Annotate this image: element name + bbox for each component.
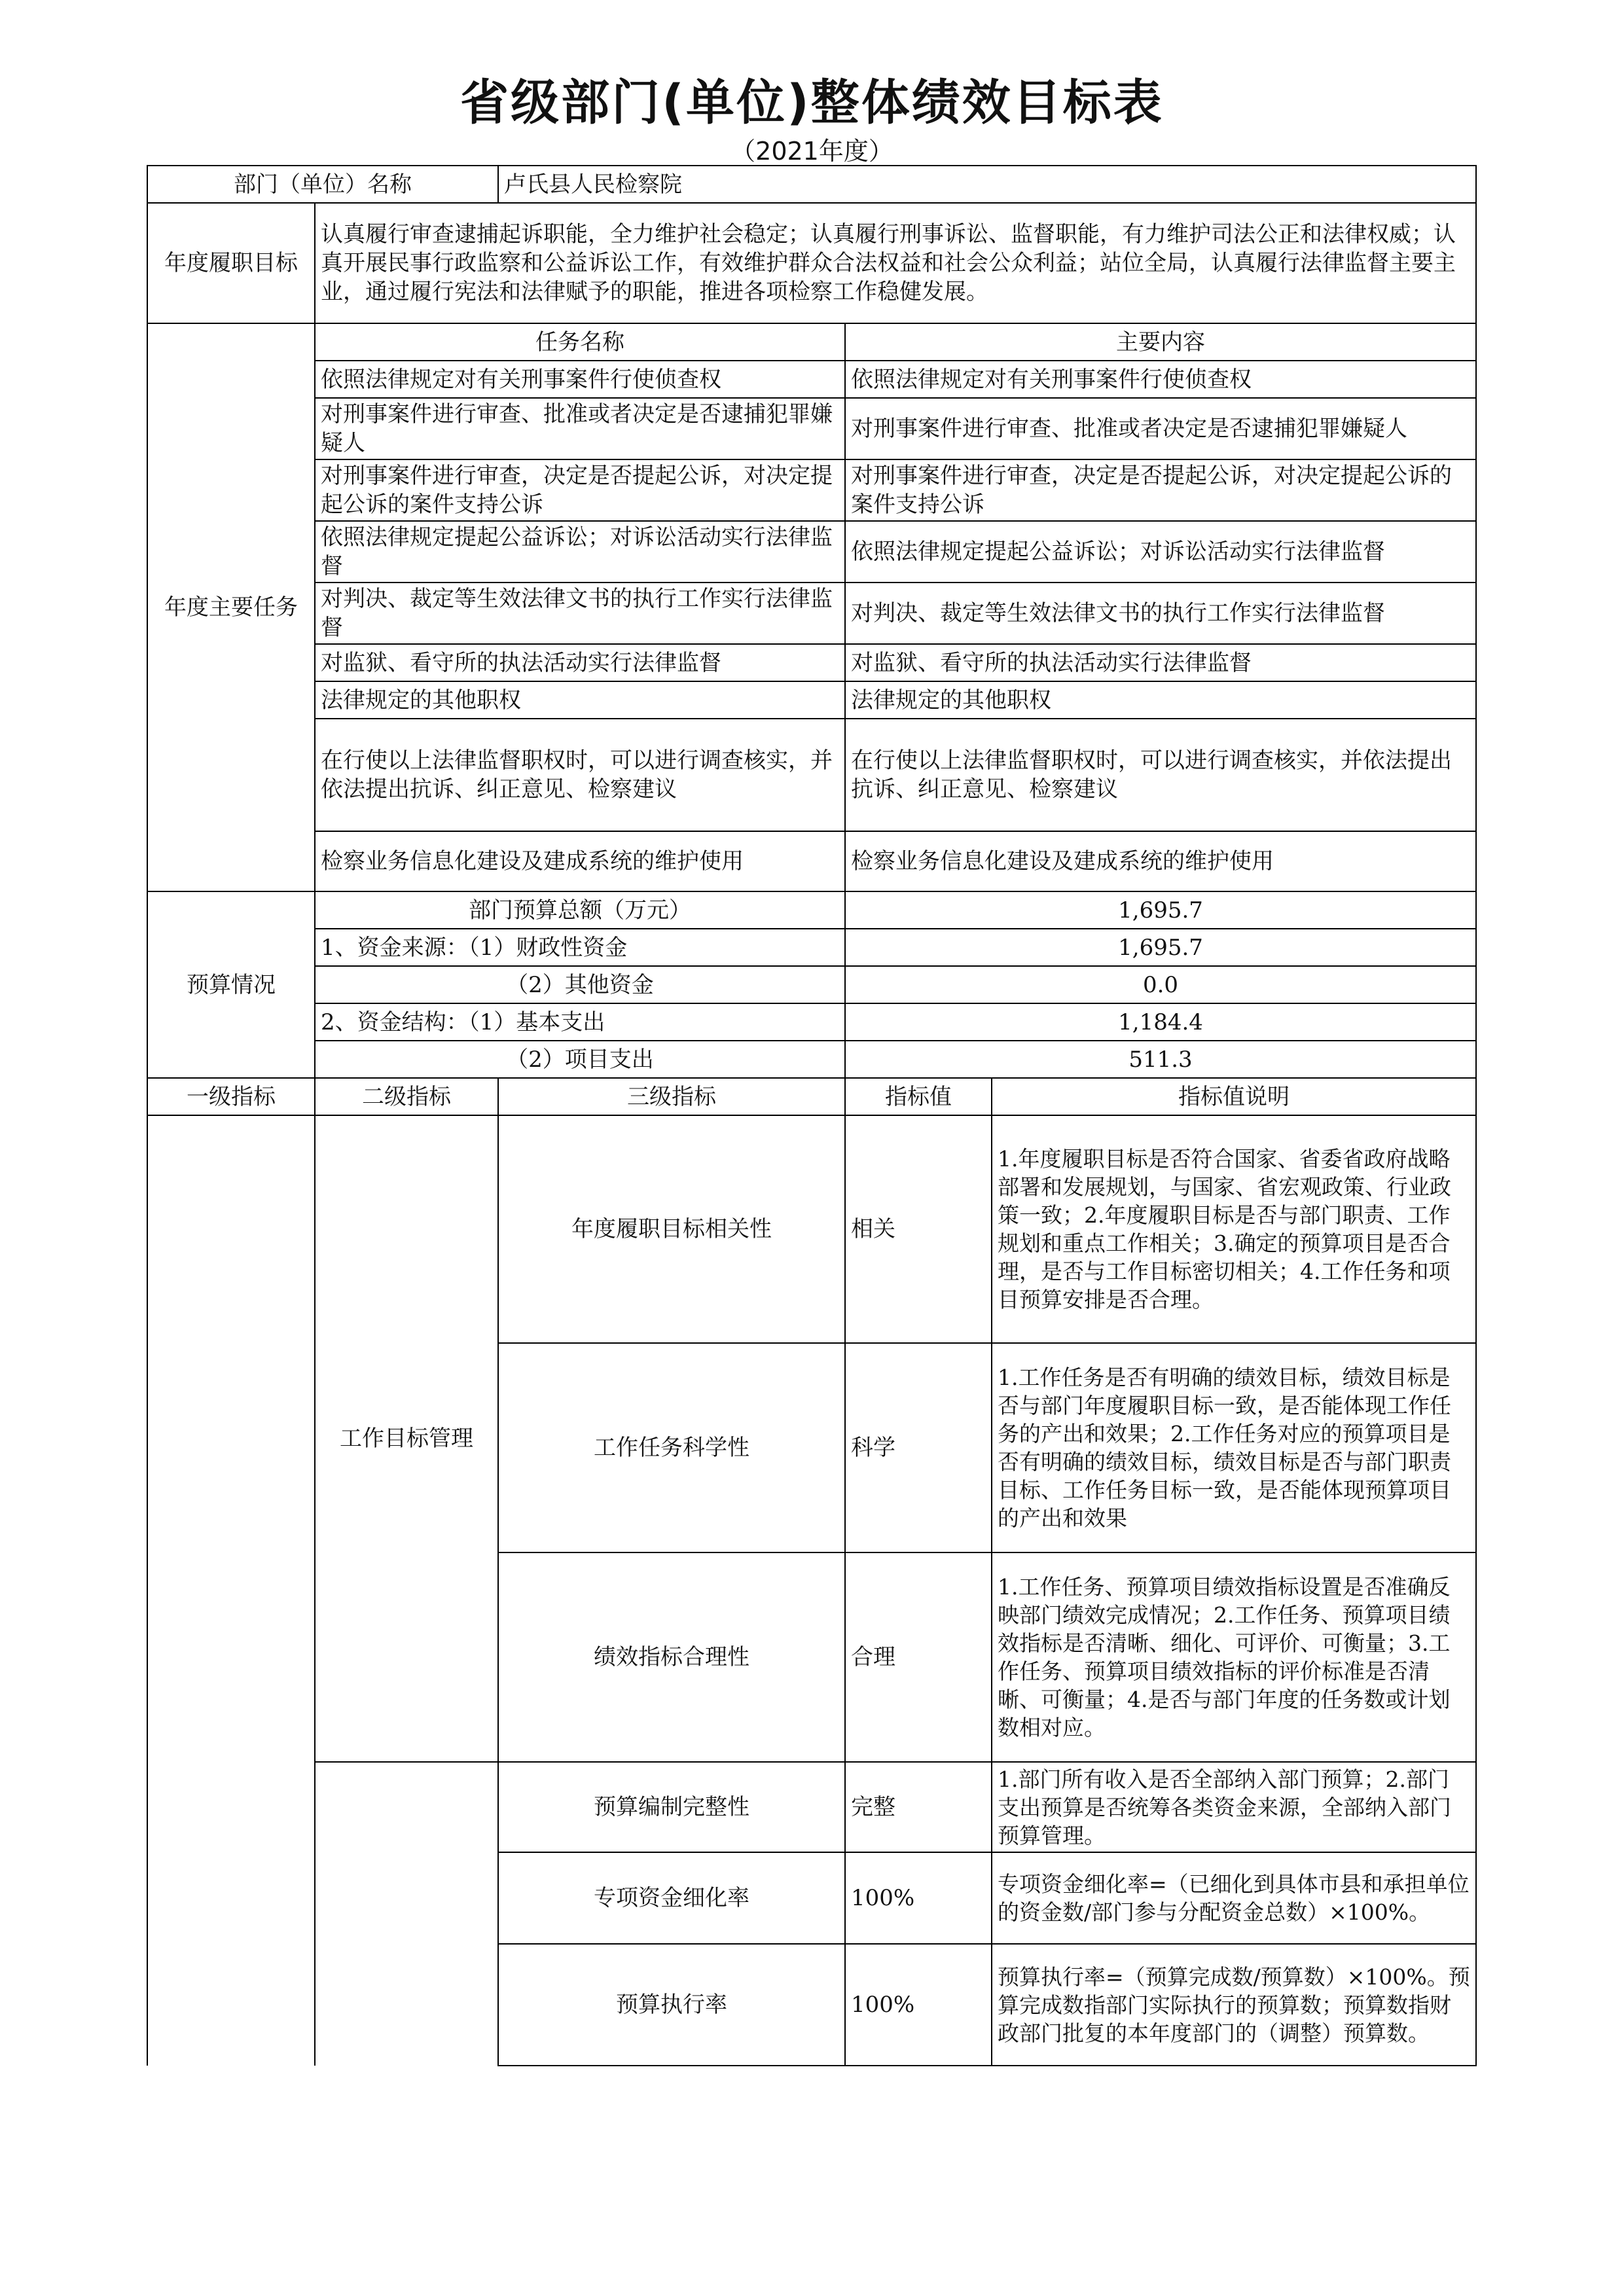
indicator-desc: 1.工作任务、预算项目绩效指标设置是否准确反映部门绩效完成情况；2.工作任务、预算项目绩效指标是否清晰、细化、可评价、可衡量；3.工作任务、预算项目绩效指标的评价标准是否清晰、可衡量；4.是否与部门年度的任务数或计划数相对应。: [992, 1552, 1476, 1762]
tasks-col-content: 主要内容: [845, 323, 1476, 361]
indicator-row: [147, 1762, 1476, 1852]
task-content: 在行使以上法律监督职权时，可以进行调查核实，并依法提出抗诉、纠正意见、检察建议: [845, 719, 1476, 831]
task-row: [147, 644, 1476, 681]
budget-row: [147, 1041, 1476, 1078]
level3-label: 专项资金细化率: [498, 1852, 845, 1944]
annual-goal-text: 认真履行审查逮捕起诉职能，全力维护社会稳定；认真履行刑事诉讼、监督职能，有力维护司法公正和法律权威；认真开展民事行政监察和公益诉讼工作，有效维护群众合法权益和社会公众利益；站位全局，认真履行法律监督主要主业，通过履行宪法和法律赋予的职能，推进各项检察工作稳健发展。: [315, 203, 1476, 323]
task-content: 检察业务信息化建设及建成系统的维护使用: [845, 831, 1476, 891]
task-row: [147, 719, 1476, 831]
header-level1: 一级指标: [147, 1078, 315, 1115]
indicator-value: 100%: [845, 1852, 992, 1944]
task-content: 对监狱、看守所的执法活动实行法律监督: [845, 644, 1476, 681]
task-content: 对判决、裁定等生效法律文书的执行工作实行法律监督: [845, 583, 1476, 644]
task-name: 检察业务信息化建设及建成系统的维护使用: [315, 831, 845, 891]
task-row: [147, 681, 1476, 719]
task-name: 对刑事案件进行审查、批准或者决定是否逮捕犯罪嫌疑人: [315, 398, 845, 459]
header-level2: 二级指标: [315, 1078, 498, 1115]
budget-row: [147, 891, 1476, 929]
dept-row: [147, 166, 1476, 203]
annual-goal-label: 年度履职目标: [147, 203, 315, 323]
task-row: [147, 583, 1476, 644]
level2-cell: [315, 1762, 498, 2066]
task-name: 依照法律规定提起公益诉讼；对诉讼活动实行法律监督: [315, 521, 845, 583]
budget-item-value: 1,695.7: [845, 891, 1476, 929]
page-subtitle: （2021年度）: [731, 137, 893, 166]
budget-row: [147, 929, 1476, 966]
task-content: 依照法律规定提起公益诉讼；对诉讼活动实行法律监督: [845, 521, 1476, 583]
budget-item-name: （2）项目支出: [315, 1041, 845, 1078]
budget-item-name: 部门预算总额（万元）: [315, 891, 845, 929]
budget-item-name: 2、资金结构：（1）基本支出: [315, 1003, 845, 1041]
indicator-value: 100%: [845, 1944, 992, 2066]
tasks-label: 年度主要任务: [147, 323, 315, 891]
budget-item-value: 1,184.4: [845, 1003, 1476, 1041]
header-level3: 三级指标: [498, 1078, 845, 1115]
header-desc: 指标值说明: [992, 1078, 1476, 1115]
budget-row: [147, 1003, 1476, 1041]
task-name: 法律规定的其他职权: [315, 681, 845, 719]
task-content: 对刑事案件进行审查、批准或者决定是否逮捕犯罪嫌疑人: [845, 398, 1476, 459]
dept-value: 卢氏县人民检察院: [498, 166, 1476, 203]
task-row: [147, 398, 1476, 459]
budget-row: [147, 966, 1476, 1003]
header-value: 指标值: [845, 1078, 992, 1115]
indicator-header-row: [147, 1078, 1476, 1115]
tasks-col-name: 任务名称: [315, 323, 845, 361]
indicator-row: [147, 1115, 1476, 1343]
task-row: [147, 831, 1476, 891]
task-name: 对刑事案件进行审查，决定是否提起公诉，对决定提起公诉的案件支持公诉: [315, 459, 845, 521]
task-name: 对判决、裁定等生效法律文书的执行工作实行法律监督: [315, 583, 845, 644]
task-name: 对监狱、看守所的执法活动实行法律监督: [315, 644, 845, 681]
budget-item-value: 0.0: [845, 966, 1476, 1003]
indicator-desc: 预算执行率=（预算完成数/预算数）×100%。预算完成数指部门实际执行的预算数；预算数指财政部门批复的本年度部门的（调整）预算数。: [992, 1944, 1476, 2066]
budget-label: 预算情况: [147, 891, 315, 1078]
level1-cell: [147, 1115, 315, 2066]
task-name: 依照法律规定对有关刑事案件行使侦查权: [315, 361, 845, 398]
indicator-value: 相关: [845, 1115, 992, 1343]
budget-item-value: 1,695.7: [845, 929, 1476, 966]
budget-item-value: 511.3: [845, 1041, 1476, 1078]
task-row: [147, 459, 1476, 521]
page-title: 省级部门(单位)整体绩效目标表: [460, 75, 1164, 131]
level2-label: 工作目标管理: [315, 1115, 498, 1762]
annual-goal-row: [147, 203, 1476, 323]
level3-label: 绩效指标合理性: [498, 1552, 845, 1762]
indicator-desc: 1.部门所有收入是否全部纳入部门预算；2.部门支出预算是否统筹各类资金来源，全部纳入部门预算管理。: [992, 1762, 1476, 1852]
budget-item-name: （2）其他资金: [315, 966, 845, 1003]
indicator-desc: 专项资金细化率=（已细化到具体市县和承担单位的资金数/部门参与分配资金总数）×100%。: [992, 1852, 1476, 1944]
indicator-value: 科学: [845, 1343, 992, 1552]
task-row: [147, 361, 1476, 398]
level3-label: 预算编制完整性: [498, 1762, 845, 1852]
task-content: 法律规定的其他职权: [845, 681, 1476, 719]
task-name: 在行使以上法律监督职权时，可以进行调查核实，并依法提出抗诉、纠正意见、检察建议: [315, 719, 845, 831]
indicator-desc: 1.工作任务是否有明确的绩效目标，绩效目标是否与部门年度履职目标一致，是否能体现工作任务的产出和效果；2.工作任务对应的预算项目是否有明确的绩效目标，绩效目标是否与部门职责目标、工作任务目标一致，是否能体现预算项目的产出和效果: [992, 1343, 1476, 1552]
performance-table: [147, 165, 1475, 2066]
indicator-value: 完整: [845, 1762, 992, 1852]
budget-item-name: 1、资金来源：（1）财政性资金: [315, 929, 845, 966]
level3-label: 预算执行率: [498, 1944, 845, 2066]
task-content: 依照法律规定对有关刑事案件行使侦查权: [845, 361, 1476, 398]
level3-label: 年度履职目标相关性: [498, 1115, 845, 1343]
dept-label: 部门（单位）名称: [147, 166, 498, 203]
level3-label: 工作任务科学性: [498, 1343, 845, 1552]
indicator-desc: 1.年度履职目标是否符合国家、省委省政府战略部署和发展规划，与国家、省宏观政策、行业政策一致；2.年度履职目标是否与部门职责、工作规划和重点工作相关；3.确定的预算项目是否合理，是否与工作目标密切相关；4.工作任务和项目预算安排是否合理。: [992, 1115, 1476, 1343]
task-row: [147, 521, 1476, 583]
tasks-header-row: [147, 323, 1476, 361]
task-content: 对刑事案件进行审查，决定是否提起公诉，对决定提起公诉的案件支持公诉: [845, 459, 1476, 521]
indicator-value: 合理: [845, 1552, 992, 1762]
